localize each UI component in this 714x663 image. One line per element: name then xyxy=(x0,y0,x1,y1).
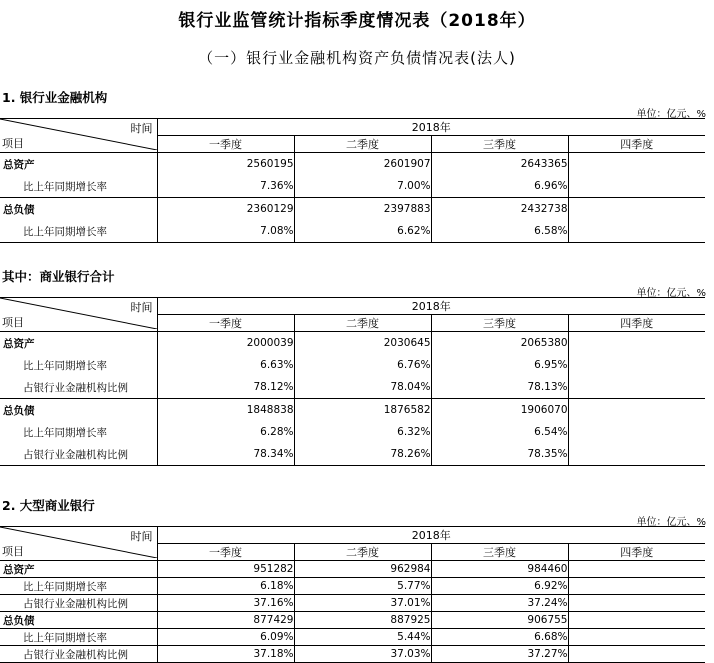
table-row xyxy=(0,175,705,198)
cell-value: 6.32% xyxy=(294,421,431,443)
table-row xyxy=(0,399,705,422)
cell-value: 2560195 xyxy=(157,153,294,176)
row-label: 总负债 xyxy=(0,612,157,629)
cell-value: 1848838 xyxy=(157,399,294,422)
cell-value: 78.13% xyxy=(431,376,568,399)
cell-value: 37.01% xyxy=(294,595,431,612)
cell-value xyxy=(568,399,705,422)
cell-value: 962984 xyxy=(294,561,431,578)
cell-value: 2643365 xyxy=(431,153,568,176)
cell-value: 6.63% xyxy=(157,354,294,376)
table-row xyxy=(0,578,705,595)
cell-value: 5.44% xyxy=(294,629,431,646)
cell-value xyxy=(568,646,705,663)
data-table xyxy=(0,118,705,243)
row-label: 总负债 xyxy=(0,198,157,221)
quarter-header: 三季度 xyxy=(431,315,568,332)
cell-value: 1906070 xyxy=(431,399,568,422)
header-corner xyxy=(0,527,157,561)
row-label: 比上年同期增长率 xyxy=(0,421,157,443)
cell-value: 6.62% xyxy=(294,220,431,243)
table-row xyxy=(0,332,705,355)
quarter-header: 一季度 xyxy=(157,136,294,153)
cell-value xyxy=(568,612,705,629)
cell-value: 887925 xyxy=(294,612,431,629)
cell-value: 2397883 xyxy=(294,198,431,221)
unit-label: 单位：亿元、% xyxy=(636,517,706,528)
cell-value xyxy=(568,198,705,221)
row-label: 占银行业金融机构比例 xyxy=(0,443,157,466)
quarter-header: 一季度 xyxy=(157,544,294,561)
cell-value: 6.95% xyxy=(431,354,568,376)
table-row xyxy=(0,198,705,221)
cell-value xyxy=(568,578,705,595)
cell-value: 37.03% xyxy=(294,646,431,663)
item-header: 项目 xyxy=(2,545,24,558)
unit-label: 单位：亿元、% xyxy=(636,109,706,120)
year-header: 2018年 xyxy=(157,298,705,315)
item-header: 项目 xyxy=(2,316,24,329)
cell-value: 7.36% xyxy=(157,175,294,198)
cell-value xyxy=(568,561,705,578)
cell-value: 2065380 xyxy=(431,332,568,355)
cell-value: 6.09% xyxy=(157,629,294,646)
cell-value xyxy=(568,595,705,612)
cell-value: 6.54% xyxy=(431,421,568,443)
table-row xyxy=(0,421,705,443)
cell-value: 6.18% xyxy=(157,578,294,595)
cell-value: 6.58% xyxy=(431,220,568,243)
cell-value xyxy=(568,443,705,466)
cell-value: 2601907 xyxy=(294,153,431,176)
row-label: 总资产 xyxy=(0,561,157,578)
cell-value: 37.24% xyxy=(431,595,568,612)
row-label: 比上年同期增长率 xyxy=(0,220,157,243)
row-label: 总资产 xyxy=(0,332,157,355)
table-row xyxy=(0,354,705,376)
header-corner xyxy=(0,298,157,332)
cell-value xyxy=(568,175,705,198)
table-row xyxy=(0,561,705,578)
row-label: 占银行业金融机构比例 xyxy=(0,595,157,612)
quarter-header: 四季度 xyxy=(568,136,705,153)
row-label: 比上年同期增长率 xyxy=(0,175,157,198)
page-title: 银行业监管统计指标季度情况表（2018年） xyxy=(178,11,536,31)
quarter-header: 四季度 xyxy=(568,544,705,561)
page-subtitle: （一）银行业金融机构资产负债情况表(法人) xyxy=(198,49,516,67)
cell-value: 78.26% xyxy=(294,443,431,466)
cell-value xyxy=(568,421,705,443)
quarter-header: 四季度 xyxy=(568,315,705,332)
cell-value xyxy=(568,332,705,355)
quarter-header: 二季度 xyxy=(294,544,431,561)
row-label: 比上年同期增长率 xyxy=(0,578,157,595)
cell-value xyxy=(568,354,705,376)
row-label: 占银行业金融机构比例 xyxy=(0,646,157,663)
cell-value: 877429 xyxy=(157,612,294,629)
data-table xyxy=(0,526,705,663)
time-header: 时间 xyxy=(130,122,153,135)
cell-value: 37.16% xyxy=(157,595,294,612)
cell-value: 6.28% xyxy=(157,421,294,443)
time-header: 时间 xyxy=(130,530,153,543)
cell-value xyxy=(568,153,705,176)
cell-value: 78.12% xyxy=(157,376,294,399)
time-header: 时间 xyxy=(130,301,153,314)
table-row xyxy=(0,443,705,466)
cell-value: 7.08% xyxy=(157,220,294,243)
table-row xyxy=(0,629,705,646)
row-label: 总资产 xyxy=(0,153,157,176)
row-label: 比上年同期增长率 xyxy=(0,354,157,376)
cell-value: 5.77% xyxy=(294,578,431,595)
cell-value xyxy=(568,629,705,646)
cell-value: 78.35% xyxy=(431,443,568,466)
quarter-header: 二季度 xyxy=(294,315,431,332)
cell-value: 951282 xyxy=(157,561,294,578)
quarter-header: 三季度 xyxy=(431,136,568,153)
table-row xyxy=(0,376,705,399)
data-table xyxy=(0,297,705,466)
section-title: 其中：商业银行合计 xyxy=(2,269,115,284)
row-label: 比上年同期增长率 xyxy=(0,629,157,646)
cell-value: 2360129 xyxy=(157,198,294,221)
cell-value xyxy=(568,376,705,399)
table-row xyxy=(0,595,705,612)
year-header: 2018年 xyxy=(157,527,705,544)
cell-value: 906755 xyxy=(431,612,568,629)
cell-value xyxy=(568,220,705,243)
quarter-header: 二季度 xyxy=(294,136,431,153)
table-row xyxy=(0,220,705,243)
cell-value: 78.04% xyxy=(294,376,431,399)
cell-value: 1876582 xyxy=(294,399,431,422)
cell-value: 6.68% xyxy=(431,629,568,646)
section-title: 1. 银行业金融机构 xyxy=(2,90,108,105)
section-title: 2. 大型商业银行 xyxy=(2,498,95,513)
cell-value: 78.34% xyxy=(157,443,294,466)
quarter-header: 三季度 xyxy=(431,544,568,561)
table-row xyxy=(0,612,705,629)
cell-value: 6.76% xyxy=(294,354,431,376)
cell-value: 6.96% xyxy=(431,175,568,198)
cell-value: 7.00% xyxy=(294,175,431,198)
cell-value: 6.92% xyxy=(431,578,568,595)
header-corner xyxy=(0,119,157,153)
quarter-header: 一季度 xyxy=(157,315,294,332)
year-header: 2018年 xyxy=(157,119,705,136)
cell-value: 2000039 xyxy=(157,332,294,355)
cell-value: 2432738 xyxy=(431,198,568,221)
table-row xyxy=(0,646,705,663)
cell-value: 37.18% xyxy=(157,646,294,663)
table-row xyxy=(0,153,705,176)
cell-value: 984460 xyxy=(431,561,568,578)
row-label: 占银行业金融机构比例 xyxy=(0,376,157,399)
row-label: 总负债 xyxy=(0,399,157,422)
item-header: 项目 xyxy=(2,137,24,150)
cell-value: 37.27% xyxy=(431,646,568,663)
unit-label: 单位：亿元、% xyxy=(636,288,706,299)
cell-value: 2030645 xyxy=(294,332,431,355)
